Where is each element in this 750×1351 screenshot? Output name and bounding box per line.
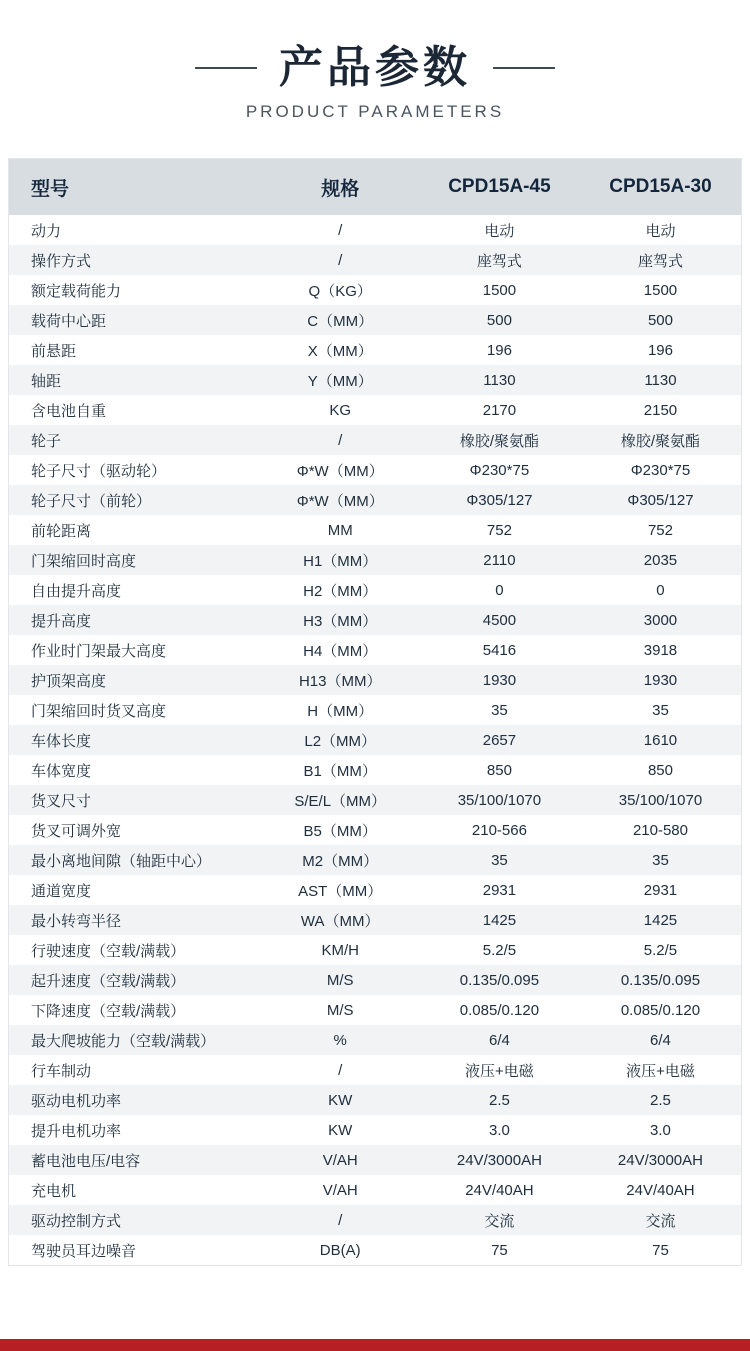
row-label: 提升电机功率 (9, 1115, 262, 1145)
row-value: 液压+电磁 (419, 1055, 580, 1085)
row-value: 1500 (580, 275, 741, 305)
row-label: 驱动控制方式 (9, 1205, 262, 1235)
row-label: 货叉尺寸 (9, 785, 262, 815)
table-row (9, 1055, 741, 1085)
row-label: 驱动电机功率 (9, 1085, 262, 1115)
row-value: S/E/L（MM） (262, 785, 419, 815)
row-value: 2150 (580, 395, 741, 425)
row-value: / (262, 245, 419, 275)
row-value: 橡胶/聚氨酯 (419, 425, 580, 455)
row-value: 1500 (419, 275, 580, 305)
row-value: 1610 (580, 725, 741, 755)
table-row (9, 995, 741, 1025)
table-row (9, 1115, 741, 1145)
row-label: 车体宽度 (9, 755, 262, 785)
row-label: 前悬距 (9, 335, 262, 365)
row-label: 行驶速度（空载/满载） (9, 935, 262, 965)
row-label: 操作方式 (9, 245, 262, 275)
table-row (9, 785, 741, 815)
row-value: 2170 (419, 395, 580, 425)
row-label: 轮子尺寸（驱动轮） (9, 455, 262, 485)
table-row (9, 395, 741, 425)
row-value: 75 (419, 1235, 580, 1265)
row-label: 载荷中心距 (9, 305, 262, 335)
row-value: Q（KG） (262, 275, 419, 305)
row-value: 电动 (419, 215, 580, 245)
spec-table-head (9, 159, 741, 215)
row-value: KG (262, 395, 419, 425)
row-label: 轮子 (9, 425, 262, 455)
row-value: 1425 (419, 905, 580, 935)
title-row (0, 44, 750, 92)
row-value: C（MM） (262, 305, 419, 335)
row-value: Φ*W（MM） (262, 485, 419, 515)
row-value: 2110 (419, 545, 580, 575)
row-value: 850 (419, 755, 580, 785)
row-label: 额定载荷能力 (9, 275, 262, 305)
row-value: 24V/40AH (419, 1175, 580, 1205)
table-row (9, 875, 741, 905)
row-value: 3.0 (580, 1115, 741, 1145)
row-value: 500 (419, 305, 580, 335)
row-value: M2（MM） (262, 845, 419, 875)
row-value: V/AH (262, 1175, 419, 1205)
row-value: 0.135/0.095 (419, 965, 580, 995)
row-value: H4（MM） (262, 635, 419, 665)
footer-accent-bar (0, 1339, 750, 1351)
row-value: H1（MM） (262, 545, 419, 575)
row-value: 交流 (580, 1205, 741, 1235)
row-value: 1930 (419, 665, 580, 695)
row-value: 5416 (419, 635, 580, 665)
table-row (9, 1205, 741, 1235)
table-row (9, 635, 741, 665)
row-label: 门架缩回时货叉高度 (9, 695, 262, 725)
row-value: 0.085/0.120 (419, 995, 580, 1025)
row-value: 35 (419, 845, 580, 875)
row-value: 35/100/1070 (580, 785, 741, 815)
row-value: M/S (262, 965, 419, 995)
table-row (9, 845, 741, 875)
row-value: WA（MM） (262, 905, 419, 935)
table-row (9, 365, 741, 395)
row-value: 6/4 (580, 1025, 741, 1055)
page-title: 产品参数 (279, 43, 471, 92)
row-label: 含电池自重 (9, 395, 262, 425)
row-value: 3000 (580, 605, 741, 635)
row-label: 蓄电池电压/电容 (9, 1145, 262, 1175)
table-row (9, 545, 741, 575)
row-value: H13（MM） (262, 665, 419, 695)
row-label: 最大爬坡能力（空载/满载） (9, 1025, 262, 1055)
row-value: Y（MM） (262, 365, 419, 395)
row-value: V/AH (262, 1145, 419, 1175)
row-value: KM/H (262, 935, 419, 965)
row-label: 充电机 (9, 1175, 262, 1205)
row-value: H（MM） (262, 695, 419, 725)
row-value: 4500 (419, 605, 580, 635)
row-value: 752 (580, 515, 741, 545)
row-value: 2035 (580, 545, 741, 575)
row-value: 35/100/1070 (419, 785, 580, 815)
row-value: 电动 (580, 215, 741, 245)
row-label: 车体长度 (9, 725, 262, 755)
table-row (9, 245, 741, 275)
row-value: B5（MM） (262, 815, 419, 845)
row-value: / (262, 215, 419, 245)
row-label: 行车制动 (9, 1055, 262, 1085)
rule-right-icon (493, 67, 555, 69)
row-value: KW (262, 1085, 419, 1115)
row-label: 护顶架高度 (9, 665, 262, 695)
row-value: Φ*W（MM） (262, 455, 419, 485)
row-label: 通道宽度 (9, 875, 262, 905)
row-label: 起升速度（空载/满载） (9, 965, 262, 995)
row-label: 驾驶员耳边噪音 (9, 1235, 262, 1265)
row-label: 货叉可调外宽 (9, 815, 262, 845)
spec-table (9, 159, 741, 1265)
row-value: H3（MM） (262, 605, 419, 635)
row-value: 75 (580, 1235, 741, 1265)
row-value: Φ230*75 (580, 455, 741, 485)
row-value: 1130 (419, 365, 580, 395)
row-value: B1（MM） (262, 755, 419, 785)
table-row (9, 965, 741, 995)
row-label: 最小离地间隙（轴距中心） (9, 845, 262, 875)
column-header-cpd15a-30: CPD15A-30 (580, 159, 741, 215)
row-value: M/S (262, 995, 419, 1025)
table-row (9, 1025, 741, 1055)
row-value: 5.2/5 (419, 935, 580, 965)
table-row (9, 1145, 741, 1175)
row-value: MM (262, 515, 419, 545)
table-row (9, 215, 741, 245)
column-header-spec: 规格 (262, 159, 419, 215)
table-row (9, 1175, 741, 1205)
row-value: H2（MM） (262, 575, 419, 605)
row-label: 轴距 (9, 365, 262, 395)
column-header-model: 型号 (9, 159, 262, 215)
row-value: 座驾式 (419, 245, 580, 275)
row-label: 门架缩回时高度 (9, 545, 262, 575)
row-value: 35 (580, 695, 741, 725)
row-value: 752 (419, 515, 580, 545)
row-value: AST（MM） (262, 875, 419, 905)
table-row (9, 1085, 741, 1115)
spec-table-body (9, 215, 741, 1265)
row-value: 2931 (419, 875, 580, 905)
row-value: / (262, 1205, 419, 1235)
row-label: 轮子尺寸（前轮） (9, 485, 262, 515)
row-value: 850 (580, 755, 741, 785)
row-value: 196 (580, 335, 741, 365)
row-value: 35 (580, 845, 741, 875)
row-value: Φ305/127 (580, 485, 741, 515)
row-value: 2657 (419, 725, 580, 755)
row-value: KW (262, 1115, 419, 1145)
table-row (9, 725, 741, 755)
row-value: 1130 (580, 365, 741, 395)
row-value: 24V/40AH (580, 1175, 741, 1205)
table-row (9, 905, 741, 935)
table-row (9, 665, 741, 695)
row-value: 座驾式 (580, 245, 741, 275)
row-label: 下降速度（空载/满载） (9, 995, 262, 1025)
table-row (9, 695, 741, 725)
table-row (9, 755, 741, 785)
row-value: 0.135/0.095 (580, 965, 741, 995)
table-row (9, 425, 741, 455)
table-row (9, 335, 741, 365)
table-row (9, 455, 741, 485)
table-row (9, 485, 741, 515)
row-value: 液压+电磁 (580, 1055, 741, 1085)
table-row (9, 575, 741, 605)
row-value: 5.2/5 (580, 935, 741, 965)
row-value: 1425 (580, 905, 741, 935)
row-value: 1930 (580, 665, 741, 695)
row-label: 提升高度 (9, 605, 262, 635)
table-row (9, 305, 741, 335)
row-value: 3918 (580, 635, 741, 665)
row-value: 24V/3000AH (580, 1145, 741, 1175)
row-value: 210-566 (419, 815, 580, 845)
row-value: 橡胶/聚氨酯 (580, 425, 741, 455)
row-value: % (262, 1025, 419, 1055)
table-header-row (9, 159, 741, 215)
row-value: X（MM） (262, 335, 419, 365)
row-value: / (262, 1055, 419, 1085)
page-header (0, 0, 750, 122)
row-value: 0 (419, 575, 580, 605)
row-value: 交流 (419, 1205, 580, 1235)
row-value: Φ305/127 (419, 485, 580, 515)
row-value: 196 (419, 335, 580, 365)
row-label: 前轮距离 (9, 515, 262, 545)
row-value: 3.0 (419, 1115, 580, 1145)
row-value: 500 (580, 305, 741, 335)
row-value: 210-580 (580, 815, 741, 845)
row-value: 2931 (580, 875, 741, 905)
table-row (9, 275, 741, 305)
row-label: 最小转弯半径 (9, 905, 262, 935)
row-value: 24V/3000AH (419, 1145, 580, 1175)
row-value: 2.5 (580, 1085, 741, 1115)
row-value: Φ230*75 (419, 455, 580, 485)
row-value: 35 (419, 695, 580, 725)
table-row (9, 1235, 741, 1265)
row-value: / (262, 425, 419, 455)
table-row (9, 815, 741, 845)
row-value: 0 (580, 575, 741, 605)
row-label: 动力 (9, 215, 262, 245)
page-subtitle: PRODUCT PARAMETERS (245, 102, 505, 122)
table-row (9, 935, 741, 965)
row-label: 作业时门架最大高度 (9, 635, 262, 665)
table-row (9, 515, 741, 545)
row-value: L2（MM） (262, 725, 419, 755)
row-value: 2.5 (419, 1085, 580, 1115)
row-value: DB(A) (262, 1235, 419, 1265)
row-label: 自由提升高度 (9, 575, 262, 605)
column-header-cpd15a-45: CPD15A-45 (419, 159, 580, 215)
table-row (9, 605, 741, 635)
spec-table-container (8, 158, 742, 1266)
row-value: 6/4 (419, 1025, 580, 1055)
rule-left-icon (195, 67, 257, 69)
row-value: 0.085/0.120 (580, 995, 741, 1025)
